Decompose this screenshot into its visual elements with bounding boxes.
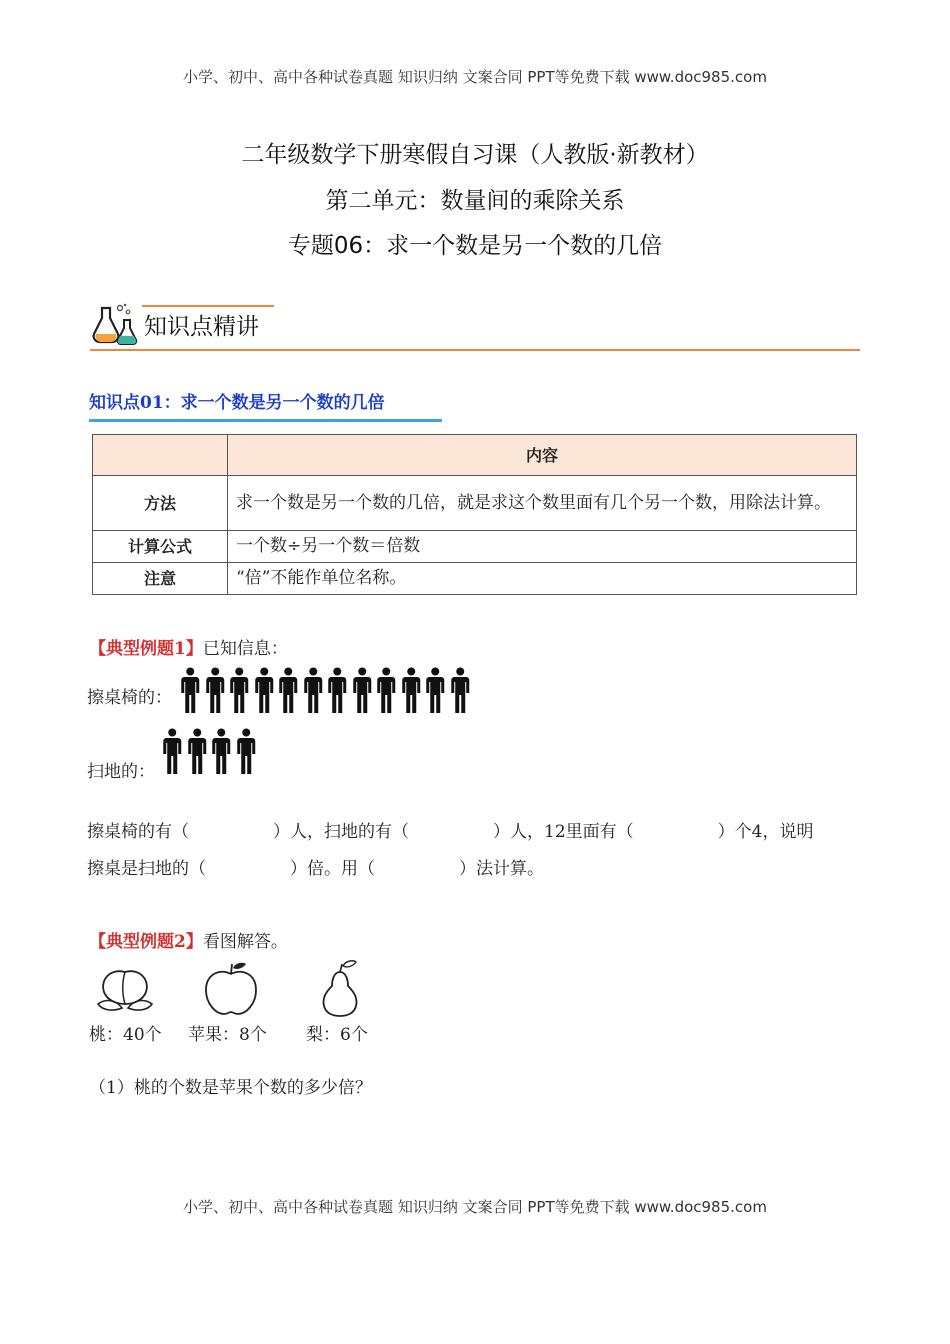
- person-icon: [278, 667, 299, 715]
- example1-question-line1: [87, 817, 813, 842]
- example1-intro: 已知信息：: [202, 639, 288, 659]
- peach-icon: [94, 962, 156, 1020]
- example1-heading: [89, 634, 288, 659]
- table-row: [93, 476, 857, 531]
- example2-intro: 看图解答。: [202, 932, 288, 952]
- q-text: 擦桌是扫地的（: [87, 859, 206, 879]
- example2-question1: （1）桃的个数是苹果个数的多少倍？: [89, 1078, 372, 1098]
- pear-icon: [318, 960, 362, 1022]
- q-text: ）个4，说明: [717, 822, 814, 842]
- doc-title-line2: 第二单元：数量间的乘除关系: [325, 188, 625, 214]
- row-label: 注意: [93, 563, 228, 595]
- person-icon: [180, 667, 201, 715]
- apple-icon: [202, 960, 260, 1022]
- row-content: 求一个数是另一个数的几倍，就是求这个数里面有几个另一个数，用除法计算。: [228, 476, 857, 531]
- peach-label: 桃：40个: [89, 1025, 162, 1045]
- doc-title-line3: 专题06：求一个数是另一个数的几倍: [287, 233, 663, 259]
- example1-tag: 【典型例题1】: [89, 639, 203, 659]
- row-content: “倍”不能作单位名称。: [228, 563, 857, 595]
- table-row: [93, 531, 857, 563]
- q-text: ）人，12里面有（: [493, 822, 634, 842]
- person-icon: [205, 667, 226, 715]
- row-content: 一个数÷另一个数＝倍数: [228, 531, 857, 563]
- page-header: 小学、初中、高中各种试卷真题 知识归纳 文案合同 PPT等免费下载 www.doc985.com: [183, 68, 767, 86]
- person-icon: [229, 667, 250, 715]
- person-icon: [236, 728, 257, 776]
- knowledge-point-title: 知识点01：求一个数是另一个数的几倍: [89, 393, 385, 413]
- science-flask-icon: [90, 302, 138, 354]
- people-row-sweeping: [162, 728, 256, 776]
- knowledge-point-underline: [89, 419, 442, 422]
- page-footer: 小学、初中、高中各种试卷真题 知识归纳 文案合同 PPT等免费下载 www.doc985.com: [183, 1198, 767, 1216]
- person-icon: [162, 728, 183, 776]
- q-text: 擦桌椅的有（: [87, 822, 189, 842]
- section-top-rule: [142, 305, 274, 307]
- section-header: [90, 300, 860, 352]
- person-icon: [327, 667, 348, 715]
- person-icon: [401, 667, 422, 715]
- person-icon: [254, 667, 275, 715]
- table-header-row: [93, 435, 857, 476]
- example1-row1-label: 擦桌椅的：: [87, 688, 172, 708]
- person-icon: [303, 667, 324, 715]
- table-row: [93, 563, 857, 595]
- person-icon: [450, 667, 471, 715]
- person-icon: [376, 667, 397, 715]
- q-text: ）倍。用（: [290, 859, 375, 879]
- row-label: 计算公式: [93, 531, 228, 563]
- doc-title-line1: 二年级数学下册寒假自习课（人教版·新教材）: [241, 142, 709, 168]
- example1-row2-label: 扫地的：: [87, 762, 155, 782]
- row-label: 方法: [93, 476, 228, 531]
- person-icon: [352, 667, 373, 715]
- knowledge-table: [92, 434, 857, 595]
- person-icon: [211, 728, 232, 776]
- q-text: ）人，扫地的有（: [273, 822, 409, 842]
- example2-heading: [89, 927, 288, 952]
- apple-label: 苹果：8个: [188, 1025, 267, 1045]
- example2-tag: 【典型例题2】: [89, 932, 203, 952]
- example1-question-line2: [87, 854, 544, 879]
- pear-label: 梨：6个: [306, 1025, 368, 1045]
- table-header-empty: [93, 435, 228, 476]
- people-row-cleaning-desks: [180, 667, 470, 715]
- table-header-cell: 内容: [228, 435, 857, 476]
- person-icon: [425, 667, 446, 715]
- q-text: ）法计算。: [459, 859, 544, 879]
- section-bottom-rule: [90, 349, 860, 351]
- section-label: 知识点精讲: [144, 314, 259, 340]
- person-icon: [187, 728, 208, 776]
